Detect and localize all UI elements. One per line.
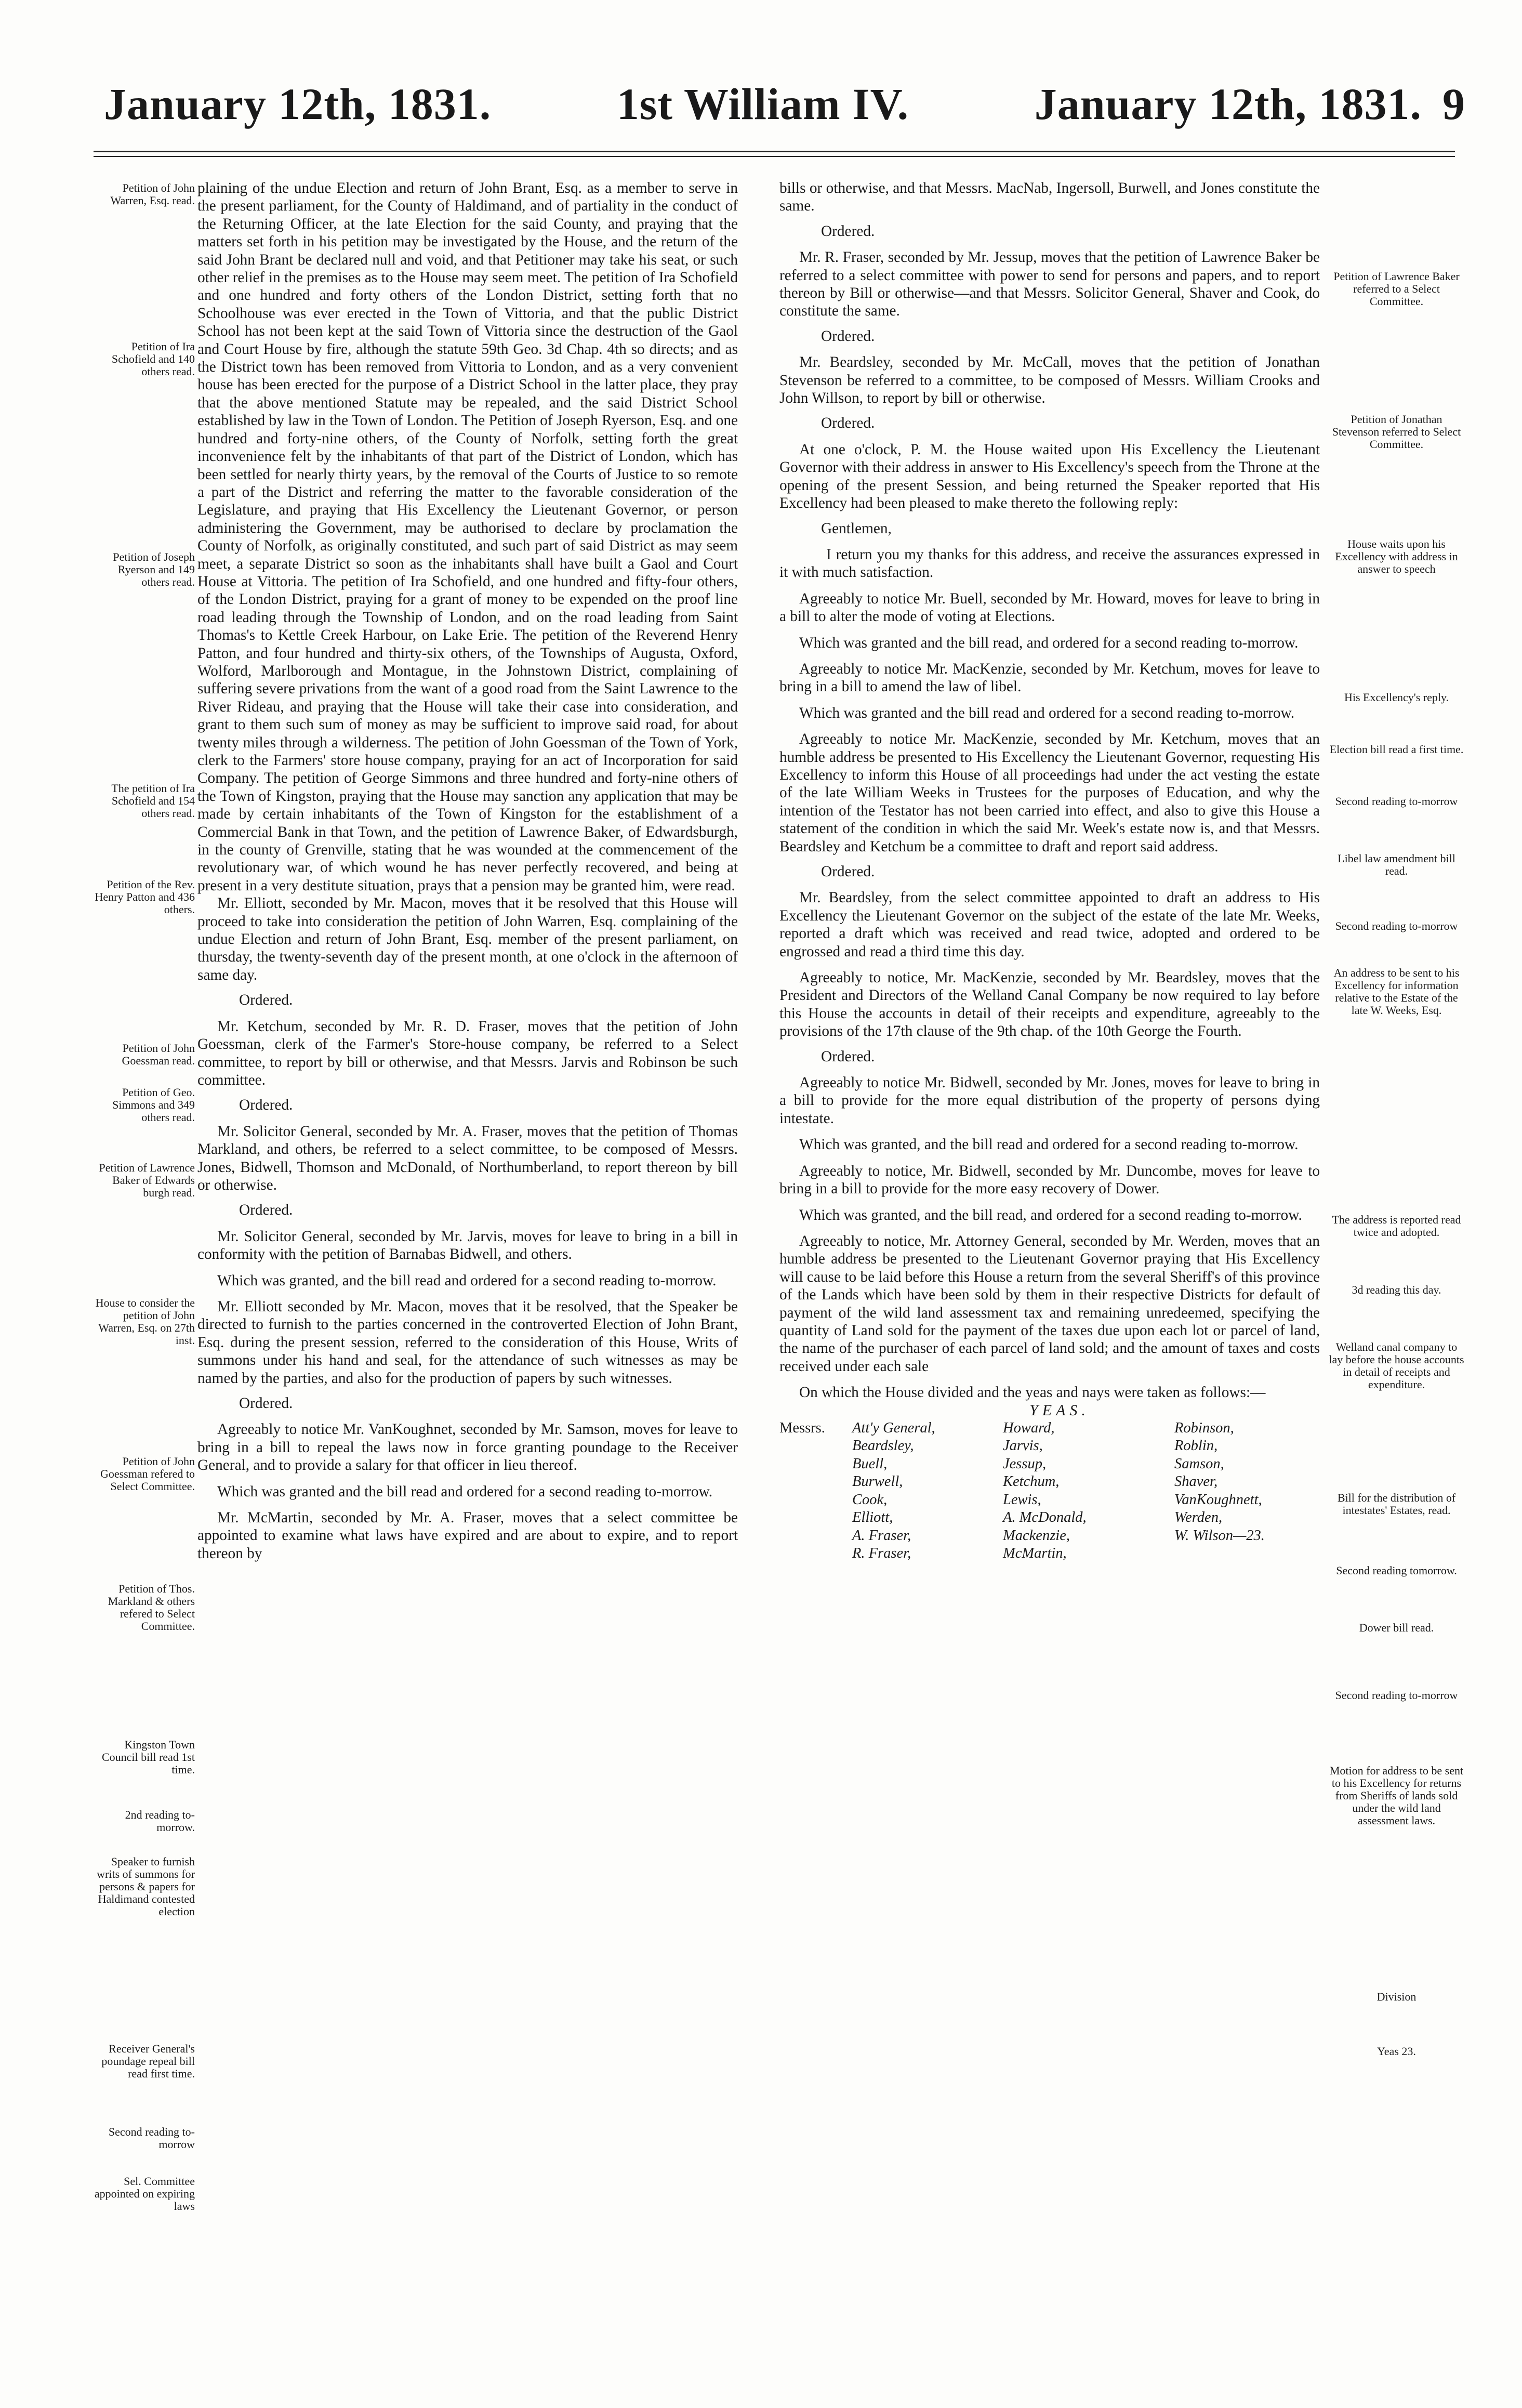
yea-name: Roblin, (1174, 1438, 1218, 1454)
paragraph: plaining of the undue Election and return of John Brant, Esq. as a member to serve in the present parliament, for the County of Haldimand, and of partiality in the conduct of the Returning Officer, at the late Election for the said County, and praying that the matters set forth in his petition may be investigated by the House, and the return of the said John Brant be declared null and void, and that Petitioner may take his seat, or such other relief in the premises as to the House may seem meet. The petition of Ira Schofield and one hundred and forty others of the London District, setting forth that no Schoolhouse was ever erected in the Town of Vittoria, and that the public District School has not been kept at the said Town of Vittoria since the destruction of the Gaol and Court House by fire, although the statute 59th Geo. 3d Chap. 4th so directs; and as the District town has been removed from Vittoria to London, and as a very convenient house has been erected for the purpose of a District School in the latter place, they pray that the above mentioned Statute may be repealed, and the said District School established by law in the Town of London. The Petition of Joseph Ryerson, Esq. and one hundred and forty-nine others, of the County of Norfolk, setting forth the great inconvenience felt by the inhabitants of that part of the District of London, which has been settled for nearly thirty years, by the removal of the Courts of Justice to so remote a part of the District and referring the matter to the favorable consideration of the Legislature, and praying that His Excellency the Lieutenant Governor, or person administering the Government, may be authorised to declare by proclamation the County of Norfolk, as originally constituted, and such part of said District as may seem meet, a separate District so soon as the inhabitants shall have built a Gaol and Court House at Vittoria. The petition of Ira Schofield, and one hundred and fifty-four others, of the London District, praying for a grant of money to be expended on the proof line road leading through the Township of London, and on the road leading from Saint Thomas's to Kettle Creek Harbour, on Lake Erie. The petition of the Reverend Henry Patton, and four hundred and thirty-six others, of the Townships of Augusta, Oxford, Wolford, Marlborough and Montague, in the Johnstown District, complaining of suffering severe privations from the want of a good road from the Saint Lawrence to the River Rideau, and praying that the House will take their case into consideration, and grant to them such sum of money as may be sufficient to improve said road, for about twenty miles through a wilderness. The petition of John Goessman of the Town of York, clerk to the Farmers' store house company, praying for an act of Incorporation for said Company. The petition of George Simmons and three hundred and forty-nine others of the Town of Kingston, praying that the House may sanction any application that may be made by certain inhabitants of the Town of Kingston for the establishment of a Commercial Bank in that Town, and the petition of Lawrence Baker, of Edwardsburgh, in the county of Grenville, stating that he was wounded at the commencement of the revolutionary war, of which wound he has never perfectly recovered, and being at present in a very destitute situation, prays that a pension may be granted him, were read. (197, 180, 738, 894)
right-margin-note: Division (1377, 1990, 1417, 2003)
yea-name: A. McDonald, (1003, 1509, 1087, 1526)
left-margin-note: House to consider the petition of John Warren, Esq. on 27th inst. (95, 1296, 195, 1347)
yea-name: VanKoughnett, (1174, 1491, 1262, 1508)
ordered-note: Ordered. (821, 1048, 875, 1065)
yea-name: R. Fraser, (852, 1545, 911, 1562)
header-rule-thin (94, 156, 1455, 157)
right-margin-note: Welland canal company to lay before the house accounts in detail of receipts and expenditure. (1329, 1340, 1464, 1391)
yea-name: W. Wilson—23. (1174, 1527, 1265, 1544)
right-margin-note: Motion for address to be sent to his Excellency for returns from Sheriffs of lands sold under the wild land assessment laws. (1329, 1764, 1464, 1827)
ordered-note: Ordered. (821, 222, 875, 240)
yeas-list (779, 1419, 1320, 1563)
paragraph: Mr. McMartin, seconded by Mr. A. Fraser, moves that a select committee be appointed to examine what laws have expired and are about to expire, and to report thereon by (197, 1509, 738, 1562)
paragraph: Agreeably to notice Mr. VanKoughnet, seconded by Mr. Samson, moves for leave to bring in a bill to repeal the laws now in force granting poundage to the Receiver General, and to provide a salary for that officer in lieu thereof. (197, 1421, 738, 1474)
yea-name: Robinson, (1174, 1419, 1234, 1436)
paragraph: bills or otherwise, and that Messrs. MacNab, Ingersoll, Burwell, and Jones constitute the same. (779, 180, 1320, 215)
ordered-note: Ordered. (821, 415, 875, 432)
page-number: 9 (1442, 79, 1465, 129)
paragraph: Which was granted and the bill read, and ordered for a second reading to-morrow. (799, 634, 1299, 651)
paragraph: Which was granted and the bill read and ordered for a second reading to-morrow. (799, 704, 1295, 721)
ordered-note: Ordered. (239, 1395, 293, 1412)
paragraph: Agreeably to notice, Mr. MacKenzie, seconded by Mr. Beardsley, moves that the President and Directors of the Welland Canal Company be now required to lay before this House the accounts in detail of their receipts and expenditure, agreeably to the provisions of the 17th clause of the 9th chap. of the 10th George the Fourth. (779, 969, 1320, 1040)
yea-name: Cook, (852, 1491, 888, 1508)
right-margin-note: 3d reading this day. (1352, 1283, 1441, 1296)
left-margin-note: Petition of Ira Schofield and 140 others read. (111, 340, 195, 378)
paragraph: Agreeably to notice Mr. Buell, seconded by Mr. Howard, moves for leave to bring in a bill to alter the mode of voting at Elections. (779, 590, 1320, 625)
paragraph: Mr. Ketchum, seconded by Mr. R. D. Fraser, moves that the petition of John Goessman, clerk of the Farmer's Store-house company, be referred to a Select committee, to report by bill or otherwise, and that Messrs. Jarvis and Robinson be such committee. (197, 1018, 738, 1088)
left-margin-note: Petition of Geo. Simmons and 349 others read. (112, 1086, 195, 1124)
yea-name: Howard, (1003, 1419, 1055, 1436)
left-margin-note: Receiver General's poundage repeal bill read first time. (101, 2042, 195, 2080)
header-date-left: January 12th, 1831. (104, 79, 492, 129)
right-margin-note: Second reading tomorrow. (1336, 1564, 1457, 1577)
yea-name: Elliott, (852, 1509, 893, 1526)
left-margin-note: Petition of Joseph Ryerson and 149 others read. (113, 550, 195, 588)
right-margin-note: The address is reported read twice and adopted. (1332, 1213, 1461, 1239)
paragraph: Mr. Beardsley, from the select committee appointed to draft an address to His Excellency the Lieutenant Governor on the subject of the estate of the late Mr. Weeks, reported a draft which was received and read twice, adopted and ordered to be engrossed and read a third time this day. (779, 889, 1320, 960)
paragraph: At one o'clock, P. M. the House waited upon His Excellency the Lieutenant Governor with their address in answer to His Excellency's speech from the Throne at the opening of the present Session, and being returned the Speaker reported that His Excellency had been pleased to make thereto the following reply: (779, 441, 1320, 512)
left-margin-note: Petition of Lawrence Baker of Edwards burgh read. (99, 1161, 195, 1199)
paragraph: Mr. Solicitor General, seconded by Mr. Jarvis, moves for leave to bring in a bill in conformity with the petition of Barnabas Bidwell, and others. (197, 1228, 738, 1263)
right-margin-note: An address to be sent to his Excellency for information relative to the Estate of the late W. Weeks, Esq. (1333, 966, 1460, 1017)
left-margin-note: Petition of John Goessman read. (122, 1042, 195, 1067)
paragraph: Agreeably to notice Mr. Bidwell, seconded by Mr. Jones, moves for leave to bring in a bill to provide for the more equal distribution of the property of persons dying intestate. (779, 1074, 1320, 1127)
ordered-note: Ordered. (239, 1097, 293, 1114)
yea-name: Lewis, (1003, 1491, 1041, 1508)
paragraph: Mr. Elliott, seconded by Mr. Macon, moves that it be resolved that this House will proceed to take into consideration the petition of John Warren, Esq. complaining of the undue Election and return of John Brant, Esq. member of the present parliament, on thursday, the twenty-seventh day of the present month, at one o'clock in the afternoon of same day. (197, 895, 738, 983)
header-date-right: January 12th, 1831. 9 (1034, 79, 1465, 129)
paragraph: Which was granted, and the bill read and ordered for a second reading to-morrow. (217, 1272, 717, 1289)
right-margin-note: Second reading to-morrow (1335, 919, 1458, 932)
yea-name: Beardsley, (852, 1438, 914, 1454)
yea-name: Shaver, (1174, 1473, 1218, 1490)
right-margin-note: Petition of Jonathan Stevenson referred to Select Committee. (1332, 413, 1461, 451)
salutation: Gentlemen, (821, 520, 892, 537)
left-margin-note: Petition of John Warren, Esq. read. (110, 181, 195, 207)
paragraph: Agreeably to notice Mr. MacKenzie, seconded by Mr. Ketchum, moves for leave to bring in a bill to amend the law of libel. (779, 660, 1320, 695)
left-margin-note: Kingston Town Council bill read 1st time. (101, 1738, 195, 1776)
yea-name: Ketchum, (1003, 1473, 1060, 1490)
left-margin-note: Petition of the Rev. Henry Patton and 436 others. (95, 878, 195, 916)
yea-name: Werden, (1174, 1509, 1223, 1526)
yea-name: Burwell, (852, 1473, 903, 1490)
yeas-column-1 (852, 1419, 1003, 1563)
left-column (197, 179, 738, 1562)
paragraph: Agreeably to notice, Mr. Attorney General, seconded by Mr. Werden, moves that an humble address be presented to the Lieutenant Governor praying that His Excellency will cause to be laid before this House a return from the several Sheriff's of this province of the Lands which have been sold by them in their respective Districts for default of payment of the wild land assessment tax and remaining unredeemed, specifying the quantity of Land sold for the payment of the taxes due upon each lot or parcel of land, the name of the purchaser of each parcel of land sold; and the amount of taxes and costs received under each sale (779, 1232, 1320, 1375)
yea-name: A. Fraser, (852, 1527, 911, 1544)
right-margin-note: Election bill read a first time. (1329, 743, 1464, 756)
paragraph: Mr. Elliott seconded by Mr. Macon, moves that it be resolved, that the Speaker be directed to furnish to the parties concerned in the controverted Election of John Brant, Esq. during the present session, referred to the consideration of this House, Writs of summons under his hand and seal, for the attendance of such witnesses as may be named by the parties, and also for the production of papers by such witnesses. (197, 1298, 738, 1387)
yea-name: Mackenzie, (1003, 1527, 1070, 1544)
paragraph: On which the House divided and the yeas and nays were taken as follows:— (799, 1384, 1266, 1401)
paragraph: Which was granted and the bill read and ordered for a second reading to-morrow. (217, 1483, 713, 1500)
left-margin-note: The petition of Ira Schofield and 154 others read. (111, 782, 195, 820)
paragraph: Agreeably to notice, Mr. Bidwell, seconded by Mr. Duncombe, moves for leave to bring in a bill to provide for the more easy recovery of Dower. (779, 1162, 1320, 1198)
yea-name: Jessup, (1003, 1455, 1047, 1472)
paragraph: I return you my thanks for this address, and receive the assurances expressed in it with much satisfaction. (779, 546, 1320, 581)
right-margin-note: Petition of Lawrence Baker referred to a Select Committee. (1333, 270, 1460, 308)
yeas-heading: YEAS. (1029, 1401, 1090, 1419)
left-margin-note: 2nd reading to-morrow. (125, 1808, 195, 1834)
left-margin-note: Sel. Committee appointed on expiring laws (94, 2175, 195, 2213)
paragraph: Mr. Beardsley, seconded by Mr. McCall, moves that the petition of Jonathan Stevenson be referred to a committee, to be composed of Messrs. William Crooks and John Willson, to report by bill or otherwise. (779, 354, 1320, 407)
paragraph: Which was granted, and the bill read, and ordered for a second reading to-morrow. (799, 1206, 1302, 1223)
right-margin-note: Libel law amendment bill read. (1338, 852, 1455, 877)
header-reign: 1st William IV. (616, 79, 909, 129)
right-margin-note: Dower bill read. (1359, 1621, 1434, 1634)
ordered-note: Ordered. (239, 992, 293, 1009)
header-rule (94, 151, 1455, 152)
yea-name: Samson, (1174, 1455, 1224, 1472)
right-margin-note: Second reading to-morrow (1335, 1689, 1458, 1702)
yea-name: Buell, (852, 1455, 888, 1472)
right-column (779, 179, 1320, 1563)
right-margin-note: House waits upon his Excellency with address in answer to speech (1335, 537, 1458, 575)
left-margin-note: Petition of John Goessman refered to Select Committee. (100, 1455, 195, 1493)
yeas-prefix: Messrs. (779, 1419, 825, 1436)
yea-name: McMartin, (1003, 1545, 1067, 1562)
ordered-note: Ordered. (239, 1202, 293, 1219)
left-margin-note: Petition of Thos. Markland & others refered to Select Committee. (108, 1582, 195, 1633)
right-margin-note: His Excellency's reply. (1344, 691, 1449, 704)
left-margin-note: Second reading to-morrow (108, 2125, 195, 2151)
yea-name: Jarvis, (1003, 1438, 1043, 1454)
page-header (104, 78, 1465, 135)
right-margin-note: Yeas 23. (1377, 2045, 1416, 2058)
paragraph: Agreeably to notice Mr. MacKenzie, seconded by Mr. Ketchum, moves that an humble address be presented to His Excellency the Lieutenant Governor, requesting His Excellency to inform this House of all proceedings had under the act vesting the estate of the late William Weeks in Trustees for the purposes of Education, and why the intention of the Testator has not been carried into effect, and also to give this House a statement of the condition in which the said Mr. Week's estate now is, and that Messrs. Beardsley and Ketchum be a committee to draft and report said address. (779, 731, 1320, 855)
ordered-note: Ordered. (821, 863, 875, 880)
yea-name: Att'y General, (852, 1419, 935, 1436)
yeas-column-2 (1003, 1419, 1174, 1563)
left-margin-note: Speaker to furnish writs of summons for persons & papers for Haldimand contested election (97, 1855, 195, 1918)
yeas-column-3 (1174, 1419, 1330, 1563)
right-margin-note: Bill for the distribution of intestates' Estates, read. (1337, 1491, 1456, 1517)
paragraph: Mr. Solicitor General, seconded by Mr. A. Fraser, moves that the petition of Thomas Markland, and others, be referred to a select committee, to be composed of Messrs. Jones, Bidwell, Thomson and McDonald, of Northumberland, to report thereon by bill or otherwise. (197, 1123, 738, 1193)
ordered-note: Ordered. (821, 327, 875, 345)
paragraph: Which was granted, and the bill read and ordered for a second reading to-morrow. (799, 1136, 1299, 1153)
paragraph: Mr. R. Fraser, seconded by Mr. Jessup, moves that the petition of Lawrence Baker be referred to a select committee with power to send for persons and papers, and to report thereon by Bill or otherwise—and that Messrs. Solicitor General, Shaver and Cook, do constitute the same. (779, 249, 1320, 320)
right-margin-note: Second reading to-morrow (1335, 795, 1458, 808)
